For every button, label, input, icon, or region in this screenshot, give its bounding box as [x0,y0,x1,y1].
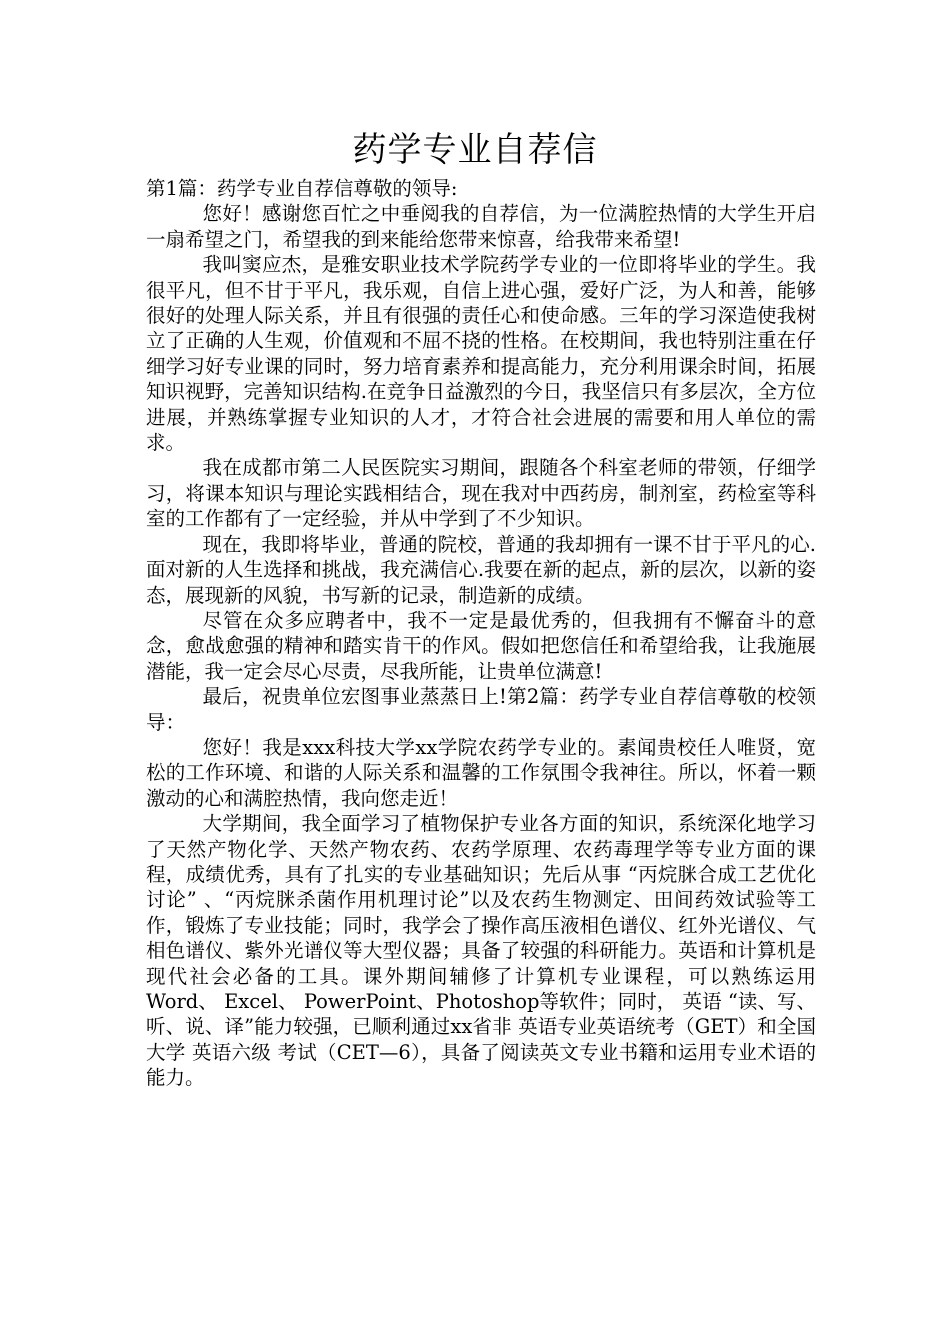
document-title: 药学专业自荐信 [352,130,598,170]
paragraph: 尽管在众多应聘者中，我不一定是最优秀的，但我拥有不懈奋斗的意念，愈战愈强的精神和踏实肯干的作风。假如把您信任和希望给我，让我施展潜能，我一定会尽心尽责，尽我所能，让贵单位满意! [146,608,816,683]
paragraph: 我在成都市第二人民医院实习期间，跟随各个科室老师的带领，仔细学习，将课本知识与理论实践相结合，现在我对中西药房，制剂室，药检室等科室的工作都有了一定经验，并从中学到了不少知识。 [146,456,816,531]
document-body [146,176,816,1091]
paragraph: 我叫窦应杰，是雅安职业技术学院药学专业的一位即将毕业的学生。我很平凡，但不甘于平凡，我乐观，自信上进心强，爱好广泛，为人和善，能够很好的处理人际关系，并且有很强的责任心和使命感。三年的学习深造使我树立了正确的人生观，价值观和不屈不挠的性格。在校期间，我也特别注重在仔细学习好专业课的同时，努力培育素养和提高能力，充分利用课余时间，拓展知识视野，完善知识结构.在竞争日益激烈的今日，我坚信只有多层次，全方位进展，并熟练掌握专业知识的人才，才符合社会进展的需要和用人单位的需求。 [146,253,816,455]
paragraph: 第1篇：药学专业自荐信尊敬的领导: [146,177,458,200]
paragraph: 现在，我即将毕业，普通的院校，普通的我却拥有一课不甘于平凡的心.面对新的人生选择和挑战，我充满信心.我要在新的起点，新的层次，以新的姿态，展现新的风貌，书写新的记录，制造新的成绩。 [146,532,816,607]
paragraph: 最后，祝贵单位宏图事业蒸蒸日上!第2篇：药学专业自荐信尊敬的校领导： [146,685,816,734]
paragraph: 您好！感谢您百忙之中垂阅我的自荐信，为一位满腔热情的大学生开启一扇希望之门，希望我的到来能给您带来惊喜，给我带来希望! [146,202,816,251]
paragraph: 大学期间，我全面学习了植物保护专业各方面的知识，系统深化地学习了天然产物化学、天然产物农药、农药学原理、农药毒理学等专业方面的课程，成绩优秀，具有了扎实的专业基础知识；先后从事 “丙烷脒合成工艺优化讨论” 、“丙烷脒杀菌作用机理讨论”以及农药生物测定、田间药效试验等工作，锻炼了专业技能；同时，我学会了操作高压液相色谱仪、红外光谱仪、气相色谱仪、紫外光谱仪等大型仪器；具备了较强的科研能力。英语和计算机是现代社会必备的工具。课外期间辅修了计算机专业课程，可以熟练运用Word、 Excel、 PowerPoint、Photoshop等软件；同时， 英语 “读、写、听、说、译”能力较强，已顺利通过xx省非 英语专业英语统考（GET）和全国大学 英语六级 考试（CET—6），具备了阅读英文专业书籍和运用专业术语的能力。 [146,812,816,1090]
paragraph: 您好！我是xxx科技大学xx学院农药学专业的。素闻贵校任人唯贤，宽松的工作环境、和谐的人际关系和温馨的工作氛围令我神往。所以，怀着一颗激动的心和满腔热情，我向您走近！ [146,735,816,810]
